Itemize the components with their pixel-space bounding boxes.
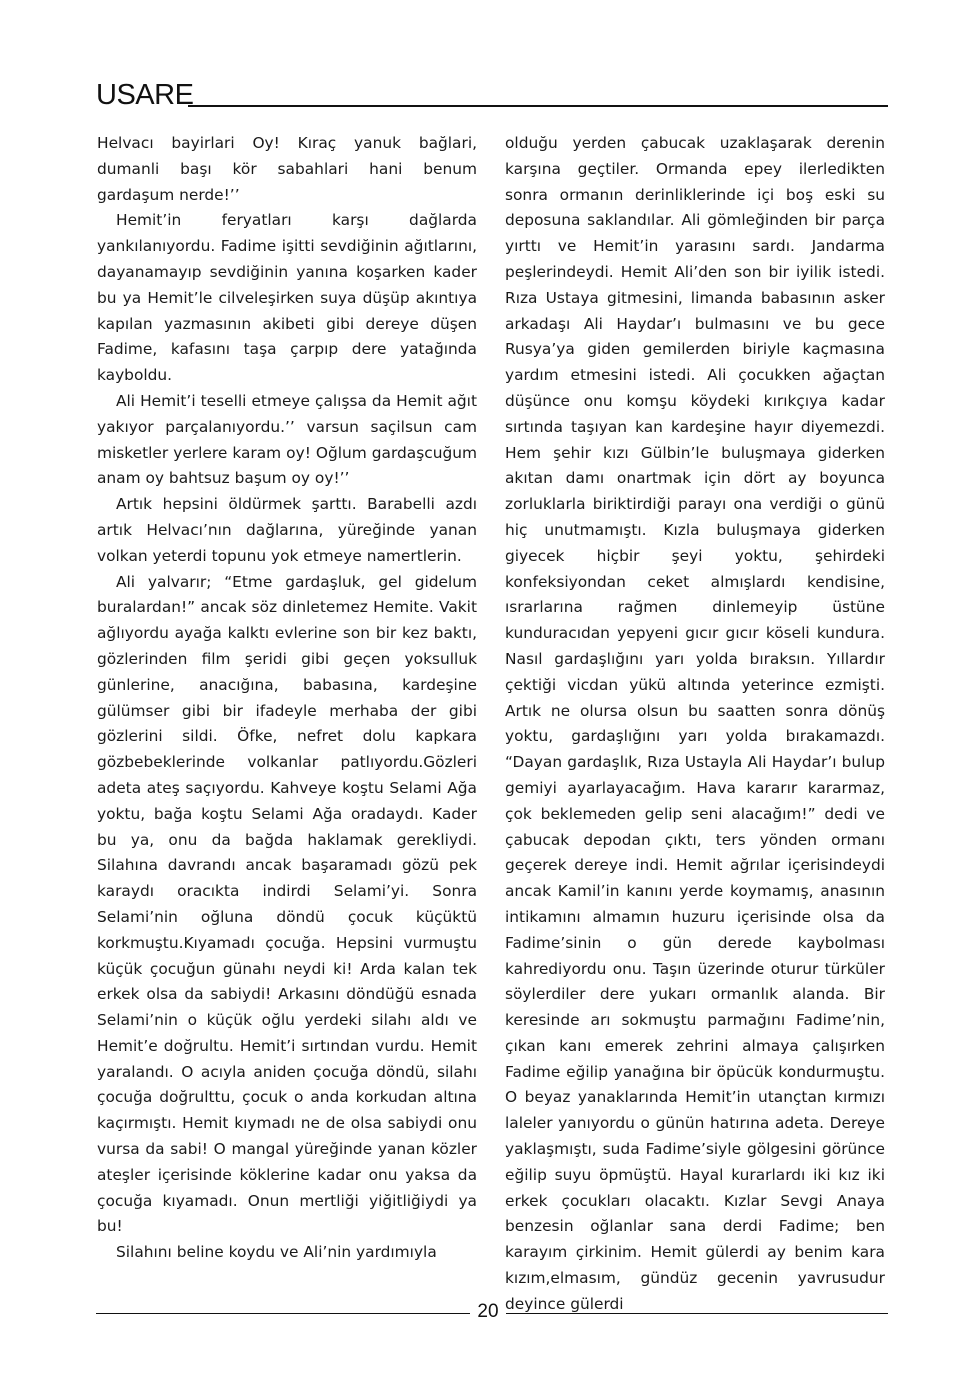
paragraph: Hemit’in feryatları karşı dağlarda yankılanıyordu. Fadime işitti sevdiğinin ağıtlarını, dayanamayıp sevdiğinin yanına koşarken kader bu ya Hemit’le cilveleşirken suya düşüp akıntıya kapılan yazmasının akibeti gibi dereye düşen Fadime, kafasını taşa çarpıp dere yatağında kayboldu.	[97, 211, 477, 385]
paragraph: Artık hepsini öldürmek şarttı. Barabelli azdı artık Helvacı’nın dağlarına, yüreğinde yanan volkan yeterdi topunu yok etmeye namertlerin.	[97, 495, 477, 565]
paragraph: olduğu yerden çabucak uzaklaşarak derenin karşına geçtiler. Ormanda epey ilerledikten sonra ormanın derinliklerinde içi boş eski su deposuna saklandılar. Ali gömleğinden bir parça yırttı ve Hemit’in yarasını sardı. Jandarma peşlerindeydi. Hemit Ali’den son bir iyilik istedi. Rıza Ustaya gitmesini, limanda babasının asker arkadaşı Ali Haydar’ı bulmasını ve bu gece Rusya’ya giden gemilerden biriyle kaçmasına yardım etmesini istedi. Ali çocukken ağaçtan düşünce onu komşu köydeki kırıkçıya kadar sırtında taşıyan kan kardeşine hayır diyemezdi. Hem şehir kızı Gülbin’le buluşmaya giderken akıtan damı onartmak için dört ay boyunca zorluklarla biriktirdiği parayı ona verdiği o günü hiç unutmamıştı. Kızla buluşmaya giderken giyecek hiçbir şeyi yoktu, şehirdeki konfeksiyondan ceket almışlardı kendisine, ısrarlarına rağmen dinlemeyip üstüne kunduracıdan yepyeni gıcır gıcır köseli kundura. Nasıl gardaşlığını yarı yolda bıraksın. Yıllardır çektiği vicdan yükü altında yeterince ezmişti. Artık ne olursa olsun bu saatten sonra dönüş yoktu, gardaşlığını yarı yolda bırakamazdı. “Dayan gardaşlık, Rıza Ustayla Ali Haydar’ı bulup gemiyi ayarlayacağım. Hava kararır kararmaz, çok beklemeden gelip seni alacağım!” dedi ve çabucak depodan çıktı, ters yönden ormanı geçerek dereye indi. Hemit ağrılar içerisindeydi ancak Kamil’in kanını yerde koymamış, anasının intikamını almamın huzuru içerisinde olsa da Fadime’sinin o gün derede kaybolması kahrediyordu onu. Taşın üzerinde oturur türküler söylerdiler dere yukarı ormanlık alanda. Bir keresinde arı sokmuştu parmağını Fadime’nin, çıkan kanı emerek zehrini almaya çalışırken Fadime eğilip yanağına bir öpücük kondurmuştu. O beyaz yanaklarında Hemit’in utançtan kırmızı laleler yanıyordu o günün hatırına adeta. Dereye yaklaşmıştı, suda Fadime’siyle gölgesini görünce eğilip suyu öpmüştü. Hayal kurarlardı iki kız iki erkek çocukları olacaktı. Kızlar Sevgi Anaya benzesin oğlanlar sana derdi Fadime; ben karayım çirkinim. Hemit gülerdi ay benim kara kızım,elmasım, gündüz gecenin yavrusudur deyince gülerdi	[505, 134, 885, 1313]
header-rule	[188, 105, 888, 107]
page-number: 20	[477, 1301, 499, 1322]
paragraph: Silahını beline koydu ve Ali’nin yardımıyla	[116, 1243, 437, 1262]
footer-rule-left	[96, 1313, 470, 1314]
left-column	[97, 131, 477, 1266]
page-header	[96, 78, 888, 112]
paragraph: Helvacı bayirlari Oy! Kıraç yanuk bağlari, dumanli başı kör sabahlari hani benum gardaşum nerde!’’	[97, 134, 477, 204]
paragraph: Ali Hemit’i teselli etmeye çalışsa da Hemit ağıt yakıyor parçalanıyordu.’’ varsun saçilsun cam misketler yerlere karam oy! Oğlum gardaşcuğum anam oy bahtsuz başum oy oy!’’	[97, 391, 477, 488]
page-footer	[96, 1298, 888, 1328]
paragraph: Ali yalvarır; “Etme gardaşluk, gel gidelum buralardan!” ancak söz dinletemez Hemite. Vakit ağlıyordu ayağa kalktı evlerine son bir kez baktı, gözlerinden film şeridi gibi geçen yoksulluk günlerine, anacığına, babasına, kardeşine gülümser gibi bir ifadeyle merhaba der gibi gözlerini sildi. Öfke, nefret dolu kapkara gözbebeklerinde volkanlar patlıyordu.Gözleri adeta ateş saçıyordu. Kahveye koştu Selami Ağa yoktu, bağa koştu Selami Ağa oradaydı. Kader bu ya, onu da bağda haklamak gerekliydi. Silahına davrandı ancak başaramadı gözü pek karaydı oracıkta indirdi Selami’yi. Sonra Selami’nin oğluna döndü çocuk küçüktü korkmuştu.Kıyamadı çocuğa. Hepsini vurmuştu küçük çocuğun günahı neydi ki! Arda kalan tek erkek olsa da sabiydi! Arkasını döndüğü esnada Selami’nin o küçük oğlu yerdeki silahı aldı ve Hemit’e doğrultu. Hemit’i sırtından vurdu. Hemit yaralandı. O acıyla aniden çocuğa döndü, silahı çocuğa doğrulttu, çocuk o anda korkudan altına kaçırmıştı. Hemit kıymadı ne de olsa sabiydi onu vursa da sabi! O mangal yüreğinde yanan közler ateşler içerisinde köklerine kadar onu yaksa da çocuğa kıyamadı. Onun mertliği yiğitliğiydi ya bu!	[97, 572, 477, 1236]
right-column	[505, 131, 885, 1318]
footer-rule-right	[506, 1313, 888, 1314]
journal-title: USARE	[96, 79, 194, 111]
